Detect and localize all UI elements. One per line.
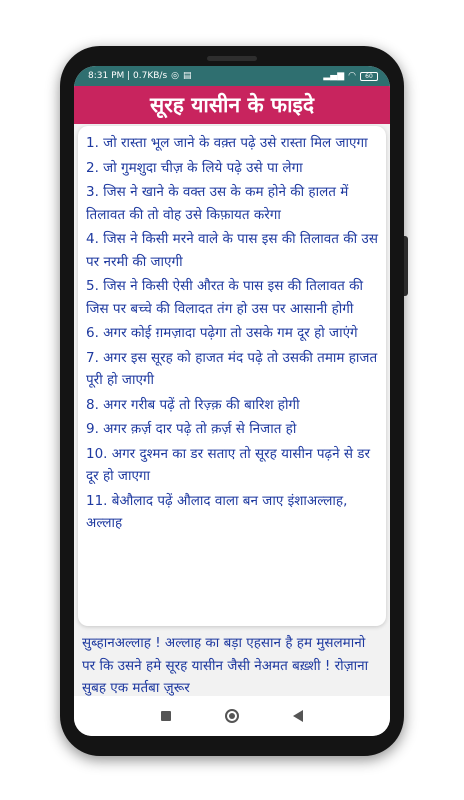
- phone-screen: [74, 66, 390, 736]
- navigation-bar: [74, 696, 390, 736]
- benefit-item-2: 2. जो गुमशुदा चीज़ के लिये पढ़े उसे पा लेगा: [86, 159, 303, 176]
- page-title: सूरह यासीन के फाइदे: [150, 93, 314, 117]
- benefit-item-1: 1. जो रास्ता भूल जाने के वक़्त पढ़े उसे रास्ता मिल जाएगा: [86, 135, 368, 151]
- whatsapp-icon: ◎: [171, 70, 179, 81]
- phone-frame: [60, 46, 404, 756]
- back-icon[interactable]: [293, 710, 303, 722]
- benefit-item-5: 5. जिस ने किसी ऐसी औरत के पास इस की तिलावत की जिस पर बच्चे की विलादत तंग हो उस पर आसानी होगी: [86, 278, 364, 317]
- status-bar: [74, 66, 390, 86]
- app-title-bar: [74, 86, 390, 124]
- benefit-item-9: 9. अगर क़र्ज़ दार पढ़े तो क़र्ज़ से निजात हो: [86, 421, 297, 437]
- home-icon[interactable]: [225, 709, 239, 723]
- message-icon: ▤: [183, 70, 192, 81]
- closing-paragraph: सुब्हानअल्लाह ! अल्लाह का बड़ा एहसान है हम मुसलमानो पर कि उसने हमे सूरह यासीन जैसी नेअमत बख़्शी ! रोज़ाना सुबह एक मर्तबा ज़ुरूर: [82, 635, 369, 696]
- benefit-item-8: 8. अगर गरीब पढ़ें तो रिज़्क़ की बारिश होगी: [86, 396, 300, 413]
- benefit-item-7: 7. अगर इस सूरह को हाजत मंद पढ़े तो उसकी तमाम हाजत पूरी हो जाएगी: [86, 349, 378, 388]
- benefit-item-6: 6. अगर कोई ग़मज़ादा पढ़ेगा तो उसके गम दूर हो जाएंगे: [86, 325, 358, 341]
- benefit-item-4: 4. जिस ने किसी मरने वाले के पास इस की तिलावत की उस पर नरमी की जाएगी: [86, 231, 378, 270]
- signal-icon: ▂▄▆: [323, 70, 345, 81]
- battery-icon: 60: [360, 72, 378, 81]
- status-time-speed: 8:31 PM | 0.7KB/s: [88, 71, 168, 81]
- recent-apps-icon[interactable]: [161, 711, 171, 721]
- wifi-icon: ◠: [348, 70, 356, 81]
- benefits-card: [78, 126, 386, 626]
- earpiece-speaker: [207, 56, 257, 61]
- content-scroll-area[interactable]: [74, 124, 390, 696]
- benefit-item-10: 10. अगर दुश्मन का डर सताए तो सूरह यासीन पढ़ने से डर दूर हो जाएगा: [86, 445, 371, 484]
- benefit-item-11: 11. बेऔलाद पढ़ें औलाद वाला बन जाए इंशाअल्लाह, अल्लाह: [86, 492, 348, 531]
- benefit-item-3: 3. जिस ने खाने के वक्त उस के कम होने की हालत में तिलावत की तो वोह उसे किफ़ायत करेगा: [86, 184, 349, 223]
